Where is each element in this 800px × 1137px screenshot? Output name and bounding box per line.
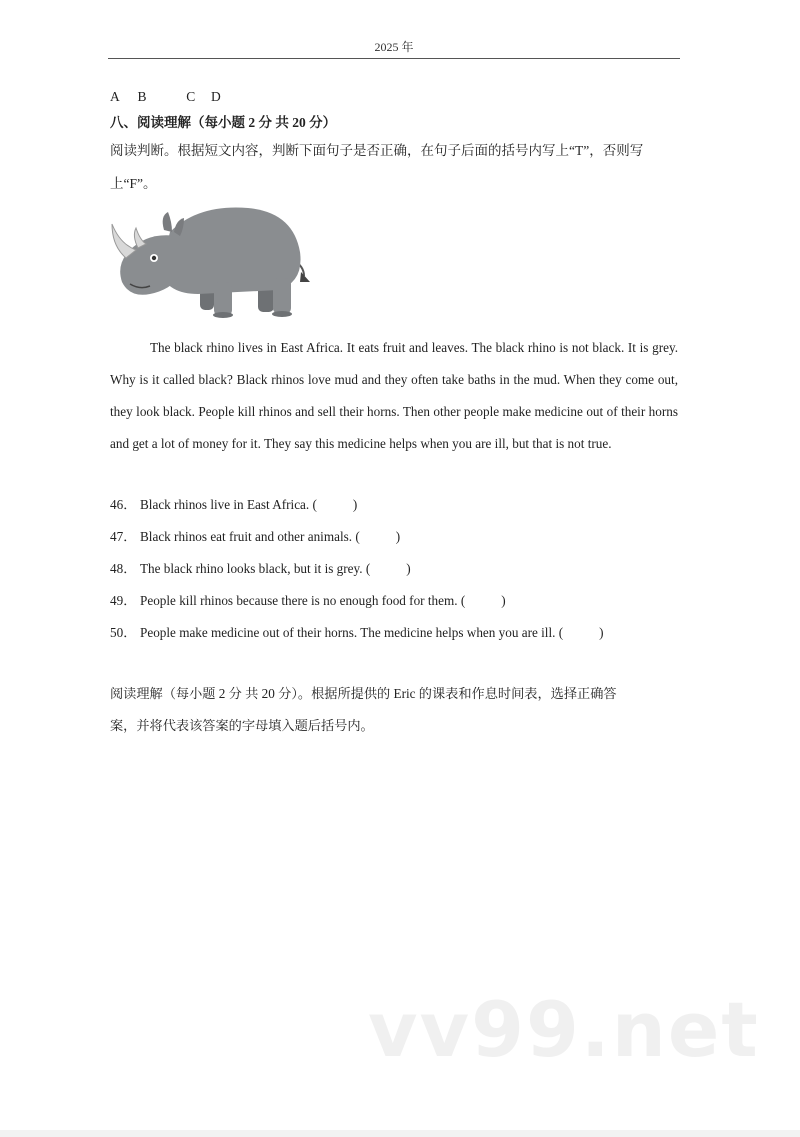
page-header [108,38,680,59]
question-text: The black rhino looks black, but it is grey. ( [140,561,371,576]
rhino-icon [108,202,313,320]
question-number: 46． [110,497,137,512]
question-49 [110,590,506,609]
watermark: vv99.net [368,985,760,1074]
question-text: Black rhinos eat fruit and other animals. ( [140,529,360,544]
question-number: 47． [110,529,137,544]
paren-close: ) [406,561,411,576]
question-text: People make medicine out of their horns. The medicine helps when you are ill. ( [140,625,564,640]
paren-close: ) [599,625,604,640]
instruction-line-2: 上“F”。 [110,176,157,191]
reading2-instruction-line-2: 案，并将代表该答案的字母填入题后括号内。 [110,718,374,733]
question-48 [110,558,411,577]
reading2-instruction-line-1: 阅读理解（每小题 2 分 共 20 分）。根据所提供的 Eric 的课表和作息时间表，选择正确答 [110,686,617,701]
answer-options [110,88,222,106]
option-c: C [186,89,197,104]
question-number: 49． [110,593,137,608]
paren-close: ) [501,593,506,608]
paren-close: ) [352,497,358,512]
question-47 [110,526,400,545]
instruction-line-1: 阅读判断。根据短文内容，判断下面句子是否正确，在句子后面的括号内写上“T”，否则写 [110,143,644,158]
paren-close: ) [395,529,401,544]
passage-text: The black rhino lives in East Africa. It eats fruit and leaves. The black rhino is not black. It is grey. Why is it called black? Black rhinos love mud and they often take baths in the mud. When they come out, they look black. People kill rhinos and sell their horns. Then other people make medicine out of their horns and get a lot of money for it. They say this medicine helps when you are ill, but that is not true. [110,340,678,451]
question-46 [110,494,357,513]
question-number: 48． [110,561,137,576]
question-text: People kill rhinos because there is no enough food for them. ( [140,593,466,608]
page-bottom-edge [0,1130,800,1137]
option-a: A [110,89,121,104]
section-title: 八、阅读理解（每小题 2 分 共 20 分） [110,115,337,130]
question-number: 50． [110,625,137,640]
question-50 [110,622,604,641]
header-year: 2025 年 [374,40,414,54]
reading-passage [110,332,678,460]
option-b: B [137,89,148,104]
option-d: D [211,89,222,104]
question-text: Black rhinos live in East Africa. ( [140,497,317,512]
